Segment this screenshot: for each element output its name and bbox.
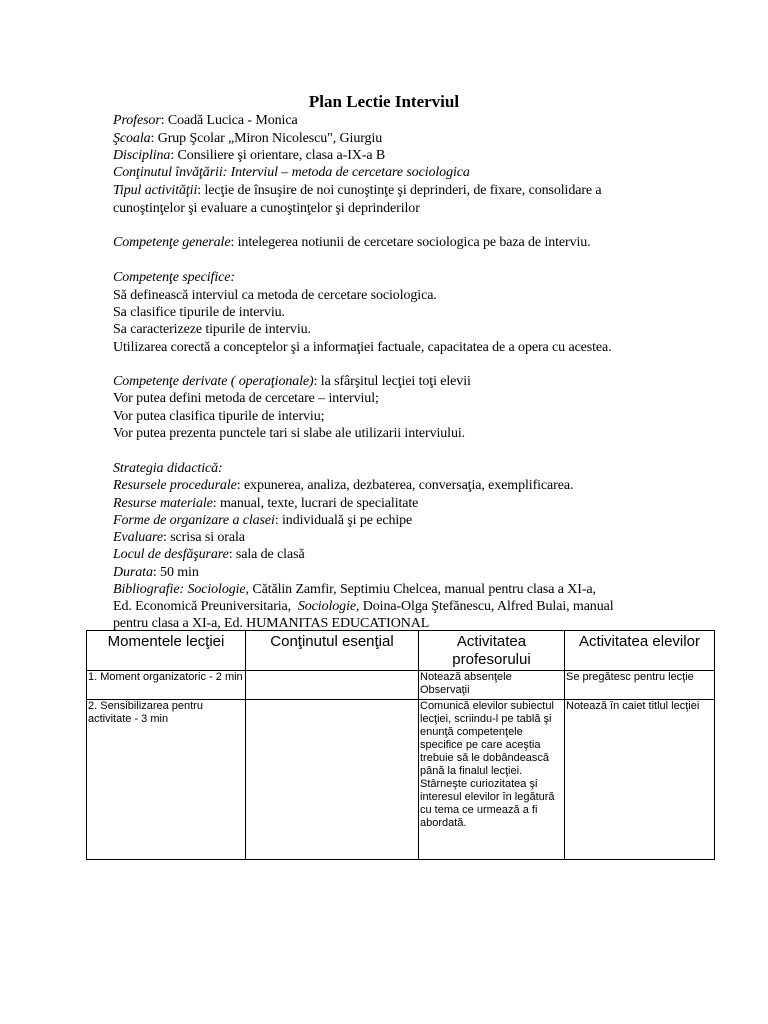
bibliografie-label: Bibliografie: xyxy=(113,582,185,597)
strategia-row xyxy=(113,530,245,546)
profesor-line xyxy=(113,113,298,129)
strategia-row-label: Locul de desfăşurare xyxy=(113,547,229,562)
document-title: Plan Lectie Interviul xyxy=(308,92,460,111)
column-header-momente: Momentele lecţiei xyxy=(87,631,246,671)
strategia-row xyxy=(113,513,412,529)
competenta-derivata-item: Vor putea prezenta punctele tari si slabe ale utilizarii interviului. xyxy=(113,426,466,441)
moment-cell: 2. Sensibilizarea pentru activitate - 3 min xyxy=(87,700,246,860)
competente-specifice-label: Competenţe specifice: xyxy=(113,270,235,285)
bibliografie-line-1 xyxy=(113,582,596,598)
strategia-row-value: : sala de clasă xyxy=(228,547,305,562)
strategia-row-label: Durata xyxy=(113,565,153,580)
strategia-row xyxy=(113,547,305,563)
tipul-value: : lecţie de însuşire de noi cunoştinţe şi deprinderi, de fixare, consolidare a xyxy=(197,183,602,198)
disciplina-label: Disciplina xyxy=(113,148,171,163)
profesor-activity-cell: Comunică elevilor subiectul lecţiei, scriindu-l pe tablă şi enunţă competenţele specifice pe care aceştia trebuie să le dobândească până la finalul lecţiei. Stârneşte curiozitatea şi interesul elevilor în legătură cu tema ce urmează a fi abordată. xyxy=(419,700,565,860)
strategia-row xyxy=(113,496,418,512)
strategia-row-label: Evaluare xyxy=(113,530,163,545)
competente-derivate-line xyxy=(113,374,471,390)
lesson-plan-table xyxy=(86,630,715,860)
profesor-activity-cell: Notează absenţele Observaţii xyxy=(419,671,565,700)
continut-line xyxy=(113,165,470,181)
continut-text: Conţinutul învăţării: Interviul – metoda de cercetare sociologica xyxy=(113,165,470,180)
column-header-activitatea-profesorului: Activitatea profesorului xyxy=(419,631,565,671)
competente-specifice-heading xyxy=(113,270,235,286)
competenta-specifica-item: Utilizarea corectă a conceptelor şi a informaţiei factuale, capacitatea de a opera cu acestea. xyxy=(113,340,612,355)
competente-generale-line xyxy=(113,235,591,251)
table-row xyxy=(87,671,715,700)
book-details: Doina-Olga Ştefănescu, Alfred Bulai, manual xyxy=(359,599,614,614)
scoala-value: : Grup Şcolar „Miron Nicolescu", Giurgiu xyxy=(150,131,383,146)
book-title: Sociologie, xyxy=(187,582,249,597)
competente-derivate-label: Competenţe derivate ( operaţionale) xyxy=(113,374,314,389)
tipul-line-2: cunoştinţelor şi evaluare a cunoştinţelor şi deprinderilor xyxy=(113,201,420,216)
book-title: Sociologie, xyxy=(297,599,360,614)
bibliografie-line-2 xyxy=(113,599,614,615)
scoala-label: Şcoala xyxy=(113,131,151,146)
competenta-derivata-item: Vor putea defini metoda de cercetare – interviul; xyxy=(113,391,379,406)
competente-generale-label: Competenţe generale xyxy=(113,235,231,250)
strategia-row-value: : individuală şi pe echipe xyxy=(274,513,413,528)
elevi-activity-cell: Se pregătesc pentru lecţie xyxy=(565,671,715,700)
disciplina-line xyxy=(113,148,385,164)
strategia-heading xyxy=(113,461,223,477)
strategia-row xyxy=(113,478,573,494)
continut-cell xyxy=(246,700,419,860)
strategia-row-label: Resurse materiale xyxy=(113,496,213,511)
strategia-row-label: Forme de organizare a clasei xyxy=(113,513,275,528)
book-details: Cătălin Zamfir, Septimiu Chelcea, manual pentru clasa a XI-a, xyxy=(248,582,596,597)
strategia-row-value: : expunerea, analiza, dezbaterea, conversaţia, exemplificarea. xyxy=(236,478,574,493)
competenta-specifica-item: Să definească interviul ca metoda de cercetare sociologica. xyxy=(113,288,437,303)
bibliografie-line-3: pentru clasa a XI-a, Ed. HUMANITAS EDUCATIONAL xyxy=(113,616,430,631)
scoala-line xyxy=(113,131,382,147)
column-header-activitatea-elevilor: Activitatea elevilor xyxy=(565,631,715,671)
tipul-label: Tipul activităţii xyxy=(113,183,198,198)
competente-generale-value: : intelegerea notiunii de cercetare sociologica pe baza de interviu. xyxy=(230,235,591,250)
column-header-continut: Conţinutul esenţial xyxy=(246,631,419,671)
tipul-line xyxy=(113,183,602,199)
book-details: Ed. Economică Preuniversitaria, xyxy=(113,599,298,614)
strategia-label: Strategia didactică: xyxy=(113,461,223,476)
disciplina-value: : Consiliere şi orientare, clasa a-IX-a B xyxy=(170,148,386,163)
profesor-label: Profesor xyxy=(113,113,161,128)
strategia-row xyxy=(113,565,199,581)
strategia-row-value: : scrisa si orala xyxy=(163,530,245,545)
profesor-value: : Coadă Lucica - Monica xyxy=(160,113,298,128)
continut-cell xyxy=(246,671,419,700)
table-row xyxy=(87,700,715,860)
moment-cell: 1. Moment organizatoric - 2 min xyxy=(87,671,246,700)
table-header-row xyxy=(87,631,715,671)
strategia-row-value: : manual, texte, lucrari de specialitate xyxy=(212,496,419,511)
competenta-specifica-item: Sa caracterizeze tipurile de interviu. xyxy=(113,322,311,337)
competente-derivate-value: : la sfârşitul lecţiei toţi elevii xyxy=(313,374,471,389)
strategia-row-value: : 50 min xyxy=(152,565,199,580)
strategia-row-label: Resursele procedurale xyxy=(113,478,237,493)
competenta-derivata-item: Vor putea clasifica tipurile de interviu; xyxy=(113,409,325,424)
elevi-activity-cell: Notează în caiet titlul lecţiei xyxy=(565,700,715,860)
competenta-specifica-item: Sa clasifice tipurile de interviu. xyxy=(113,305,285,320)
